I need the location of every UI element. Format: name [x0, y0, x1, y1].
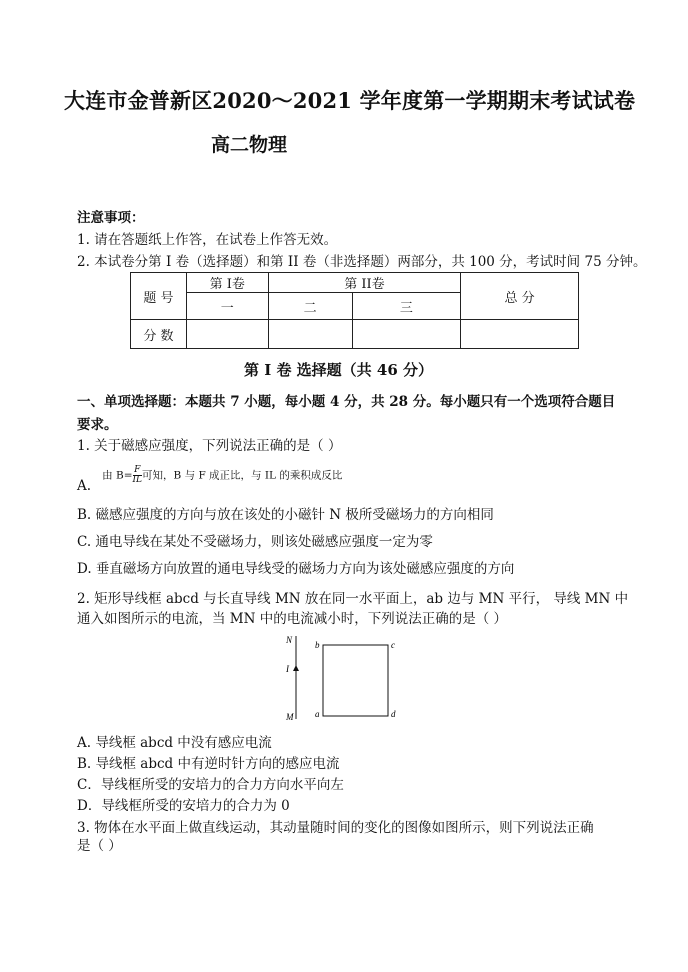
q2-option-c: C．导线框所受的安培力的合力方向水平向左	[77, 777, 344, 793]
label-a: a	[315, 709, 320, 719]
col-1-header: 一	[186, 293, 268, 320]
q1-option-a	[77, 466, 342, 494]
q1-option-d: D. 垂直磁场方向放置的通电导线受的磁场力方向为该处磁感应强度的方向	[77, 561, 515, 577]
label-i: I	[286, 664, 289, 674]
label-c: c	[391, 640, 395, 650]
col-2-header: 二	[268, 293, 352, 320]
section-title: 第 I 卷 选择题（共 46 分）	[244, 361, 434, 379]
label-m: M	[286, 712, 294, 722]
loop-abcd	[323, 645, 388, 716]
col-3-header: 三	[352, 293, 461, 320]
q2-stem-line-2: 通入如图所示的电流，当 MN 中的电流减小时，下列说法正确的是（ ）	[77, 611, 508, 627]
q1-option-a-label: A.	[77, 478, 92, 494]
page-title: 大连市金普新区2020～2021 学年度第一学期期末考试试卷	[64, 88, 636, 113]
notes-heading: 注意事项：	[77, 210, 145, 226]
q2-stem-line-1: 2. 矩形导线框 abcd 与长直导线 MN 放在同一水平面上，ab 边与 MN 平行， 导线 MN 中	[77, 591, 629, 607]
current-arrow-icon	[293, 665, 299, 671]
score-cell-1	[186, 320, 268, 349]
section-instruction-2: 要求。	[77, 417, 118, 433]
score-cell-3	[352, 320, 461, 349]
part2-header: 第 II卷	[268, 273, 461, 293]
score-cell-2	[268, 320, 352, 349]
q1-option-c: C. 通电导线在某处不受磁场力，则该处磁感应强度一定为零	[77, 534, 433, 550]
q1-fraction: $\frac{F}{IL}$	[132, 465, 143, 485]
q2-option-d: D．导线框所受的安培力的合力为 0	[77, 798, 290, 814]
q1-option-a-pre: 由 B=	[102, 469, 133, 482]
note-item-1: 1. 请在答题纸上作答，在试卷上作答无效。	[77, 232, 338, 248]
part1-header: 第 I卷	[186, 273, 268, 293]
q1-option-b: B. 磁感应强度的方向与放在该处的小磁针 N 极所受磁场力的方向相同	[77, 507, 494, 523]
q3-stem-line-1: 3. 物体在水平面上做直线运动，其动量随时间的变化的图像如图所示，则下列说法正确	[77, 820, 594, 836]
q3-stem-line-2: 是（ ）	[77, 838, 122, 854]
total-header: 总 分	[461, 273, 579, 320]
q2-option-a: A. 导线框 abcd 中没有感应电流	[77, 735, 272, 751]
label-b: b	[315, 640, 320, 650]
score-cell-total	[461, 320, 579, 349]
q2-figure	[280, 630, 410, 725]
q1-stem: 1. 关于磁感应强度，下列说法正确的是（ ）	[77, 438, 342, 454]
row-label-score: 分 数	[131, 320, 187, 349]
label-n: N	[286, 635, 293, 645]
section-instruction-1: 一、单项选择题：本题共 7 小题，每小题 4 分，共 28 分。每小题只有一个选项符合题目	[77, 394, 616, 410]
row-label-number: 题 号	[131, 273, 187, 320]
score-table	[130, 272, 579, 349]
q1-option-a-post: 可知，B 与 F 成正比，与 IL 的乘积成反比	[142, 469, 343, 482]
label-d: d	[391, 709, 396, 719]
note-item-2: 2. 本试卷分第 I 卷（选择题）和第 II 卷（非选择题）两部分，共 100 分，考试时间 75 分钟。	[77, 254, 647, 270]
q2-option-b: B. 导线框 abcd 中有逆时针方向的感应电流	[77, 756, 340, 772]
page-subtitle: 高二物理	[211, 134, 288, 156]
